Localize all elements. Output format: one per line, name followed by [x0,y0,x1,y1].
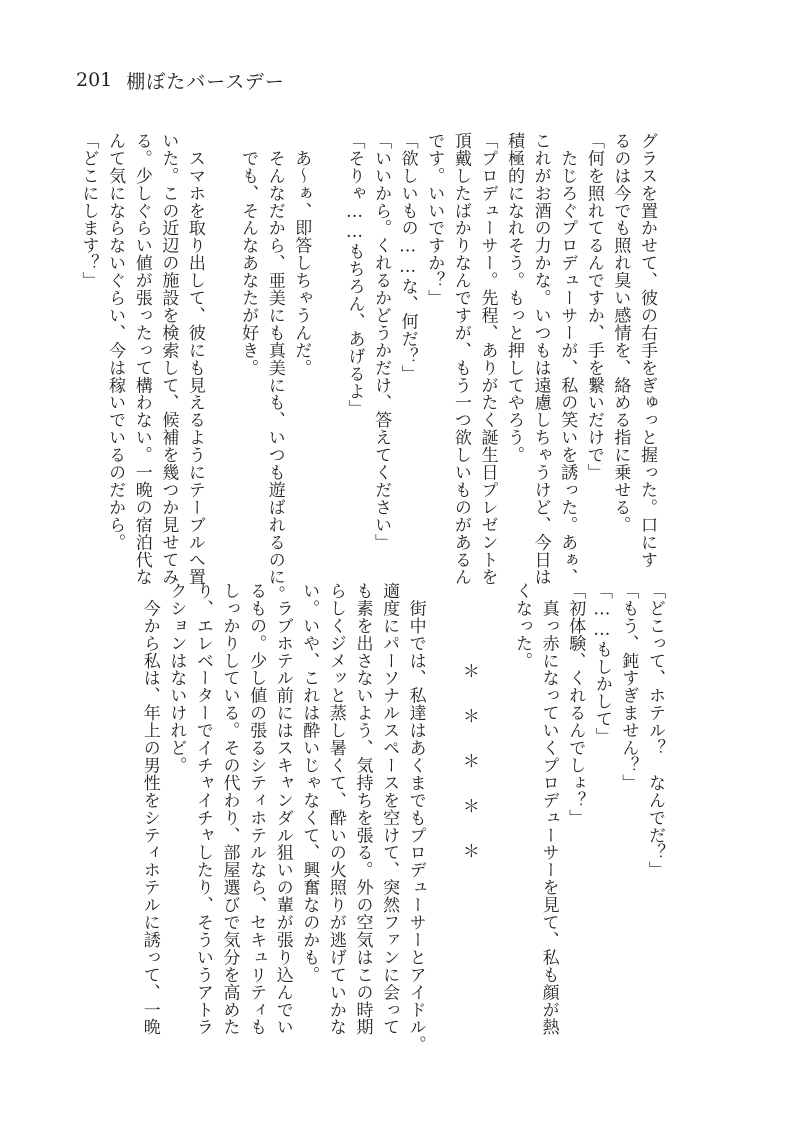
text-line: 「……もしかして」 [591,582,612,746]
text-line: いた。この近辺の施設を検索して、候補を幾つか見せてみ [158,132,179,586]
text-line: 「何を照れてるんですか、手を繋いだけで」 [583,132,604,481]
text-line: 今から私は、年上の男性をシティホテルに誘って、一晩 [139,582,160,1036]
text-line: です。いいですか？」 [424,132,445,307]
text-line [482,582,509,1022]
text-line: 街中では、私達はあくまでもプロデューサーとアイドル。 [405,582,426,1054]
text-line: 「もう、鈍すぎません？」 [618,582,639,792]
lower-text-block [108,582,668,1054]
text-line: 適度にパーソナルスペースを空けて、突然ファンに会って [379,582,400,1036]
text-line: 「どこって、ホテル？ なんでだ？」 [645,582,665,879]
text-line: 「プロデューサー。先程、ありがたく誕生日プレゼントを [477,132,498,586]
text-line: も素を出さないよう、気持ちを張る。外の空気はこの時期 [352,582,373,1036]
text-line: 真っ赤になっていくプロデューサーを見て、私も顔が熱 [538,582,559,1036]
text-line: 「どこにします？」 [78,132,99,290]
text-line: 積極的になれそう。もっと押してやろう。 [504,132,525,464]
text-line: あ～ぁ、即答しちゃうんだ。 [291,132,312,377]
text-line [314,132,341,552]
text-line: らしくジメッと蒸し暑くて、酔いの火照りが逃げていかな [325,582,346,1036]
text-line: んて気にならないぐらい、今は稼いでいるのだから。 [105,132,126,551]
text-line: くなった。 [512,582,533,670]
text-line: り、エレベーターでイチャイチャしたり、そういうアトラ [192,582,213,1036]
text-line: でも、そんなあなたが好き。 [238,132,259,377]
text-line: クションはないけれど。 [166,582,187,774]
text-line: 「欲しいもの……な、何だ？」 [397,132,418,383]
text-line: るもの。少し値の張るシティホテルなら、セキュリティも [246,582,267,1036]
text-line: い。いや、これは酔いじゃなくて、興奮なのかも。 [299,582,320,984]
text-line: これがお酒の力かな。いつもは遠慮しちゃうけど、今日は [530,132,551,586]
text-line: 「そりゃ……もちろん、あげるよ」 [344,132,365,418]
chapter-title: 棚ぼたバースデー [126,70,285,93]
text-line: る。少しぐらい値が張ったって構わない。一晩の宿泊代な [131,132,152,586]
text-line [429,582,456,1022]
text-line: しっかりしている。その代わり、部屋選びで気分を高めた [219,582,240,1036]
text-line: たじろぐプロデューサーが、私の笑いを誘った。あぁ、 [557,132,578,586]
text-line: ラブホテル前にはスキャンダル狙いの輩が張り込んでい [272,582,293,1036]
page-header [76,66,285,94]
text-line: るのは今でも照れ臭い感情を、絡める指に乗せる。 [610,132,631,534]
text-line: 頂戴したばかりなんですが、もう一つ欲しいものがあるん [450,132,471,586]
text-line: グラスを置かせて、彼の右手をぎゅっと握った。口にす [637,132,657,569]
section-divider: ＊＊＊＊＊ [458,662,479,887]
text-line: スマホを取り出して、彼にも見えるようにテーブルへ置 [184,132,205,586]
page-number: 201 [76,69,113,91]
text-line [208,132,235,552]
text-line: そんなだから、亜美にも真美にも、いつも遊ばれるのに。 [264,132,285,604]
upper-text-block [78,132,660,604]
text-line: 「初体験、くれるんでしょ？」 [565,582,586,827]
text-line: 「いいから。くれるかどうかだけ、答えてください」 [371,132,392,551]
